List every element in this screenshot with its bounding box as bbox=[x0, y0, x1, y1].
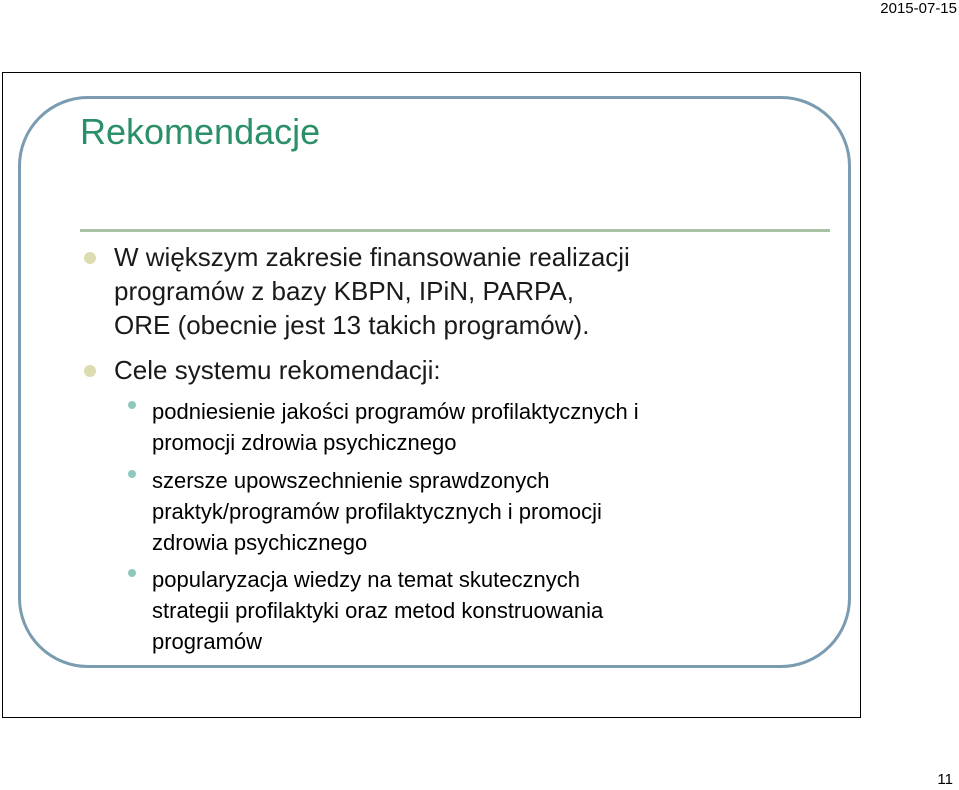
slide-title: Rekomendacje bbox=[80, 111, 321, 152]
bullet-dot bbox=[84, 252, 96, 264]
subbullet-line: podniesienie jakości programów profilaktycznych i bbox=[152, 399, 639, 424]
title-underline bbox=[80, 229, 830, 232]
subbullet-dot bbox=[128, 470, 136, 478]
subbullet-dot bbox=[128, 569, 136, 577]
subbullet-item-popularization bbox=[152, 564, 603, 657]
bullet-item-financing bbox=[114, 240, 630, 342]
subbullet-dot bbox=[128, 401, 136, 409]
bullet-line: Cele systemu rekomendacji: bbox=[114, 355, 441, 385]
subbullet-line: strategii profilaktyki oraz metod konstruowania bbox=[152, 598, 604, 623]
bullet-item-goals bbox=[114, 353, 441, 387]
handout-date: 2015-07-15 bbox=[880, 0, 957, 17]
subbullet-line: zdrowia psychicznego bbox=[152, 530, 368, 555]
bullet-line: W większym zakresie finansowanie realizacji bbox=[114, 242, 630, 272]
subbullet-line: programów bbox=[152, 629, 263, 654]
bullet-line: ORE (obecnie jest 13 takich programów). bbox=[114, 310, 590, 340]
bullet-line: programów z bazy KBPN, IPiN, PARPA, bbox=[114, 276, 574, 306]
subbullet-line: praktyk/programów profilaktycznych i promocji bbox=[152, 499, 602, 524]
subbullet-line: popularyzacja wiedzy na temat skutecznych bbox=[152, 567, 580, 592]
page-number: 11 bbox=[937, 771, 953, 788]
subbullet-item-quality bbox=[152, 396, 639, 458]
bullet-dot bbox=[84, 365, 96, 377]
subbullet-item-dissemination bbox=[152, 465, 602, 558]
subbullet-line: szersze upowszechnienie sprawdzonych bbox=[152, 468, 550, 493]
subbullet-line: promocji zdrowia psychicznego bbox=[152, 430, 457, 455]
